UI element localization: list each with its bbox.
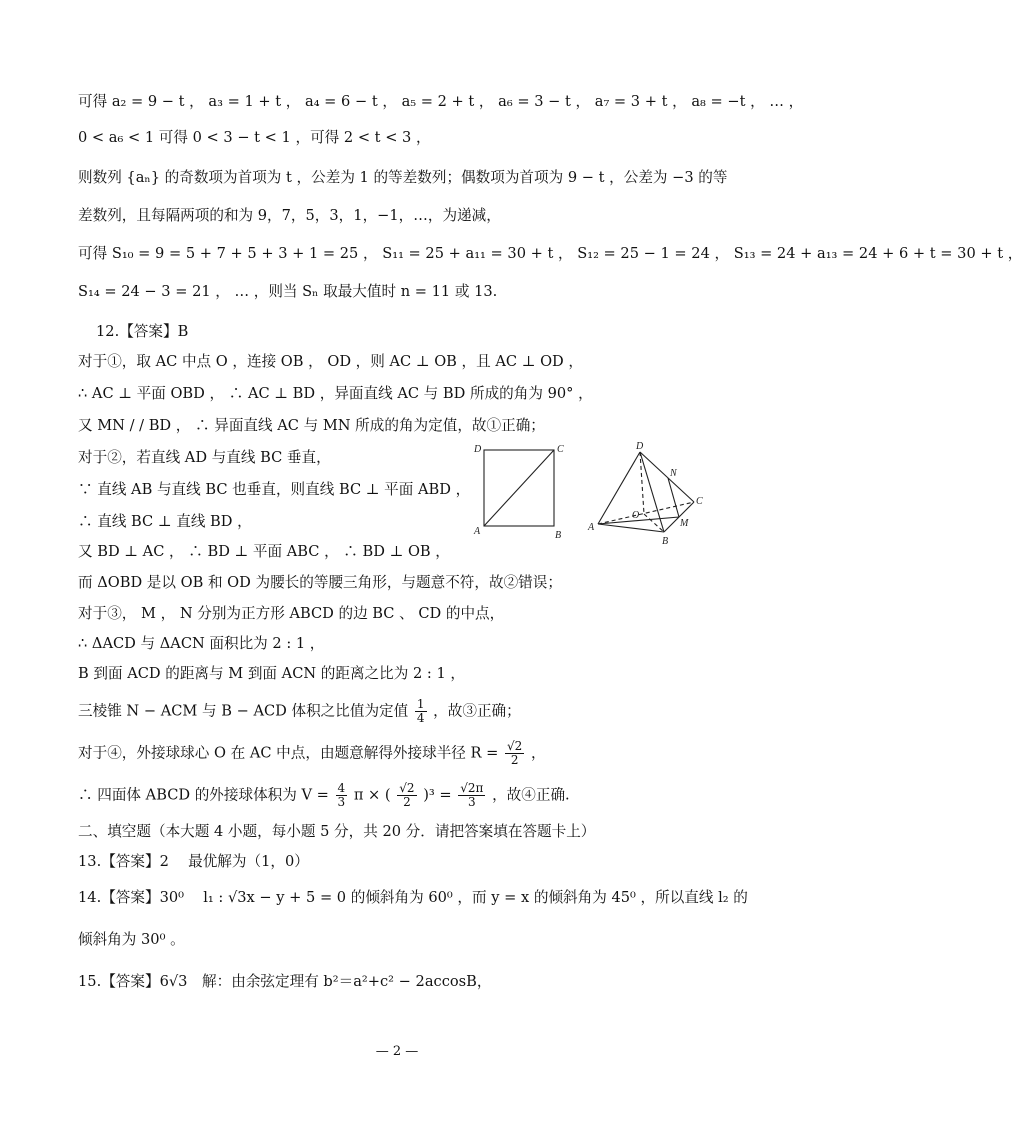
text-20a: 对于④，外接球球心 O 在 AC 中点，由题意解得外接球半径 R = bbox=[78, 744, 499, 762]
text-line-12: ∵ 直线 AB 与直线 BC 也垂直，则直线 BC ⊥ 平面 ABD ， bbox=[78, 481, 471, 498]
fraction-numerator: √2 bbox=[399, 781, 415, 795]
square-figure bbox=[484, 450, 554, 526]
fraction-root2-over-2 bbox=[397, 782, 416, 809]
text-line-5: 可得 S₁₀ = 9 = 5 + 7 + 5 + 3 + 1 = 25 ， S₁₁ = 25 + a₁₁ = 30 + t ， S₁₂ = 25 − 1 = 24 ， S₁₃ = 24 + a₁₃ = 24 + 6 + t = 30 + t ， bbox=[78, 245, 1022, 262]
text-line-3: 则数列 {aₙ} 的奇数项为首项为 t ，公差为 1 的等差数列；偶数项为首项为 9 − t ，公差为 −3 的等 bbox=[78, 169, 728, 186]
text-line-19 bbox=[78, 698, 521, 725]
text-line-8: 对于①，取 AC 中点 O ，连接 OB ， OD ，则 AC ⊥ OB ，且 AC ⊥ OD ， bbox=[78, 353, 583, 370]
text-line-2: 0 < a₆ < 1 可得 0 < 3 − t < 1 ，可得 2 < t < 3 ， bbox=[78, 129, 431, 146]
text-line-17: ∴ ΔACD 与 ΔACN 面积比为 2 : 1 ， bbox=[78, 635, 325, 652]
label-pyr-n: N bbox=[670, 468, 677, 479]
text-20b: ， bbox=[530, 744, 546, 762]
label-square-a: A bbox=[474, 526, 481, 537]
edge-dc bbox=[640, 452, 694, 502]
text-line-16: 对于③， M ， N 分别为正方形 ABCD 的边 BC 、 CD 的中点， bbox=[78, 605, 505, 622]
fraction-denominator: 2 bbox=[403, 795, 411, 809]
answer-12-heading: 12.【答案】B bbox=[96, 323, 189, 340]
label-pyr-m: M bbox=[680, 518, 689, 529]
edge-ab bbox=[598, 524, 664, 532]
text-line-18: B 到面 ACD 的距离与 M 到面 ACN 的距离之比为 2 : 1 ， bbox=[78, 665, 465, 682]
fraction-numerator: 4 bbox=[337, 781, 346, 795]
text-21n: )³ = bbox=[423, 786, 452, 804]
diagonal-ac bbox=[484, 450, 554, 526]
label-square-c: C bbox=[557, 444, 564, 455]
text-line-1: 可得 a₂ = 9 − t ， a₃ = 1 + t ， a₄ = 6 − t ， a₅ = 2 + t ， a₆ = 3 − t ， a₇ = 3 + t ， a₈ = −t ， … ， bbox=[78, 93, 804, 110]
text-line-14: 又 BD ⊥ AC ， ∴ BD ⊥ 平面 ABC ， ∴ BD ⊥ OB ， bbox=[78, 543, 450, 560]
fraction-four-thirds bbox=[336, 782, 348, 809]
text-19a: 三棱锥 N − ACM 与 B − ACD 体积之比值为定值 bbox=[78, 702, 409, 720]
fraction-numerator: √2 bbox=[507, 739, 523, 753]
page-number: — 2 — bbox=[375, 1044, 419, 1059]
text-19b: ，故③正确； bbox=[433, 702, 521, 720]
label-pyr-o: O bbox=[632, 510, 640, 521]
text-line-13: ∴ 直线 BC ⊥ 直线 BD ， bbox=[78, 513, 252, 530]
answer-14: 14.【答案】30⁰ l₁ : √3x − y + 5 = 0 的倾斜角为 60⁰ ，而 y = x 的倾斜角为 45⁰ ，所以直线 l₂ 的 bbox=[78, 889, 748, 906]
fraction-volume bbox=[458, 782, 485, 809]
text-line-6: S₁₄ = 24 − 3 = 21 ， … ，则当 Sₙ 取最大值时 n = 11 或 13. bbox=[78, 283, 498, 300]
text-line-11: 对于②，若直线 AD 与直线 BC 垂直， bbox=[78, 449, 331, 466]
text-line-10: 又 MN / / BD ， ∴ 异面直线 AC 与 MN 所成的角为定值，故①正确； bbox=[78, 417, 545, 434]
text-line-9: ∴ AC ⊥ 平面 OBD ， ∴ AC ⊥ BD ，异面直线 AC 与 BD 所成的角为 90° ， bbox=[78, 385, 593, 402]
fraction-denominator: 4 bbox=[416, 711, 425, 725]
section-heading-fill-in: 二、填空题（本大题 4 小题，每小题 5 分，共 20 分．请把答案填在答题卡上） bbox=[78, 823, 596, 840]
fraction-numerator: √2π bbox=[460, 781, 484, 795]
segment-nm bbox=[668, 478, 679, 517]
label-square-d: D bbox=[474, 444, 482, 455]
fraction-denominator: 3 bbox=[468, 795, 476, 809]
text-21b: ，故④正确. bbox=[492, 786, 570, 804]
text-21a: ∴ 四面体 ABCD 的外接球体积为 V = bbox=[78, 786, 329, 804]
fraction-denominator: 3 bbox=[337, 795, 346, 809]
label-pyr-d: D bbox=[636, 441, 644, 452]
text-line-25: 倾斜角为 30⁰ 。 bbox=[78, 931, 185, 948]
label-pyr-a: A bbox=[588, 522, 595, 533]
fraction-numerator: 1 bbox=[416, 697, 425, 711]
text-line-15: 而 ΔOBD 是以 OB 和 OD 为腰长的等腰三角形，与题意不符，故②错误； bbox=[78, 574, 562, 591]
label-pyr-b: B bbox=[662, 536, 669, 547]
text-line-21 bbox=[78, 782, 570, 809]
edge-do-hidden bbox=[640, 452, 644, 514]
answer-15: 15.【答案】6√3 解：由余弦定理有 b²＝a²+c² − 2accosB， bbox=[78, 973, 492, 990]
answer-13: 13.【答案】2 最优解为（1，0） bbox=[78, 853, 309, 870]
label-pyr-c: C bbox=[696, 496, 703, 507]
label-square-b: B bbox=[555, 530, 562, 541]
text-line-4: 差数列，且每隔两项的和为 9，7，5，3，1，−1，…，为递减， bbox=[78, 207, 501, 224]
text-line-20 bbox=[78, 740, 546, 767]
fraction-denominator: 2 bbox=[510, 753, 519, 767]
geometry-figures bbox=[468, 440, 718, 550]
fraction-radius bbox=[505, 740, 524, 767]
fraction-one-quarter bbox=[415, 698, 427, 725]
text-21m: π × ( bbox=[353, 786, 391, 804]
